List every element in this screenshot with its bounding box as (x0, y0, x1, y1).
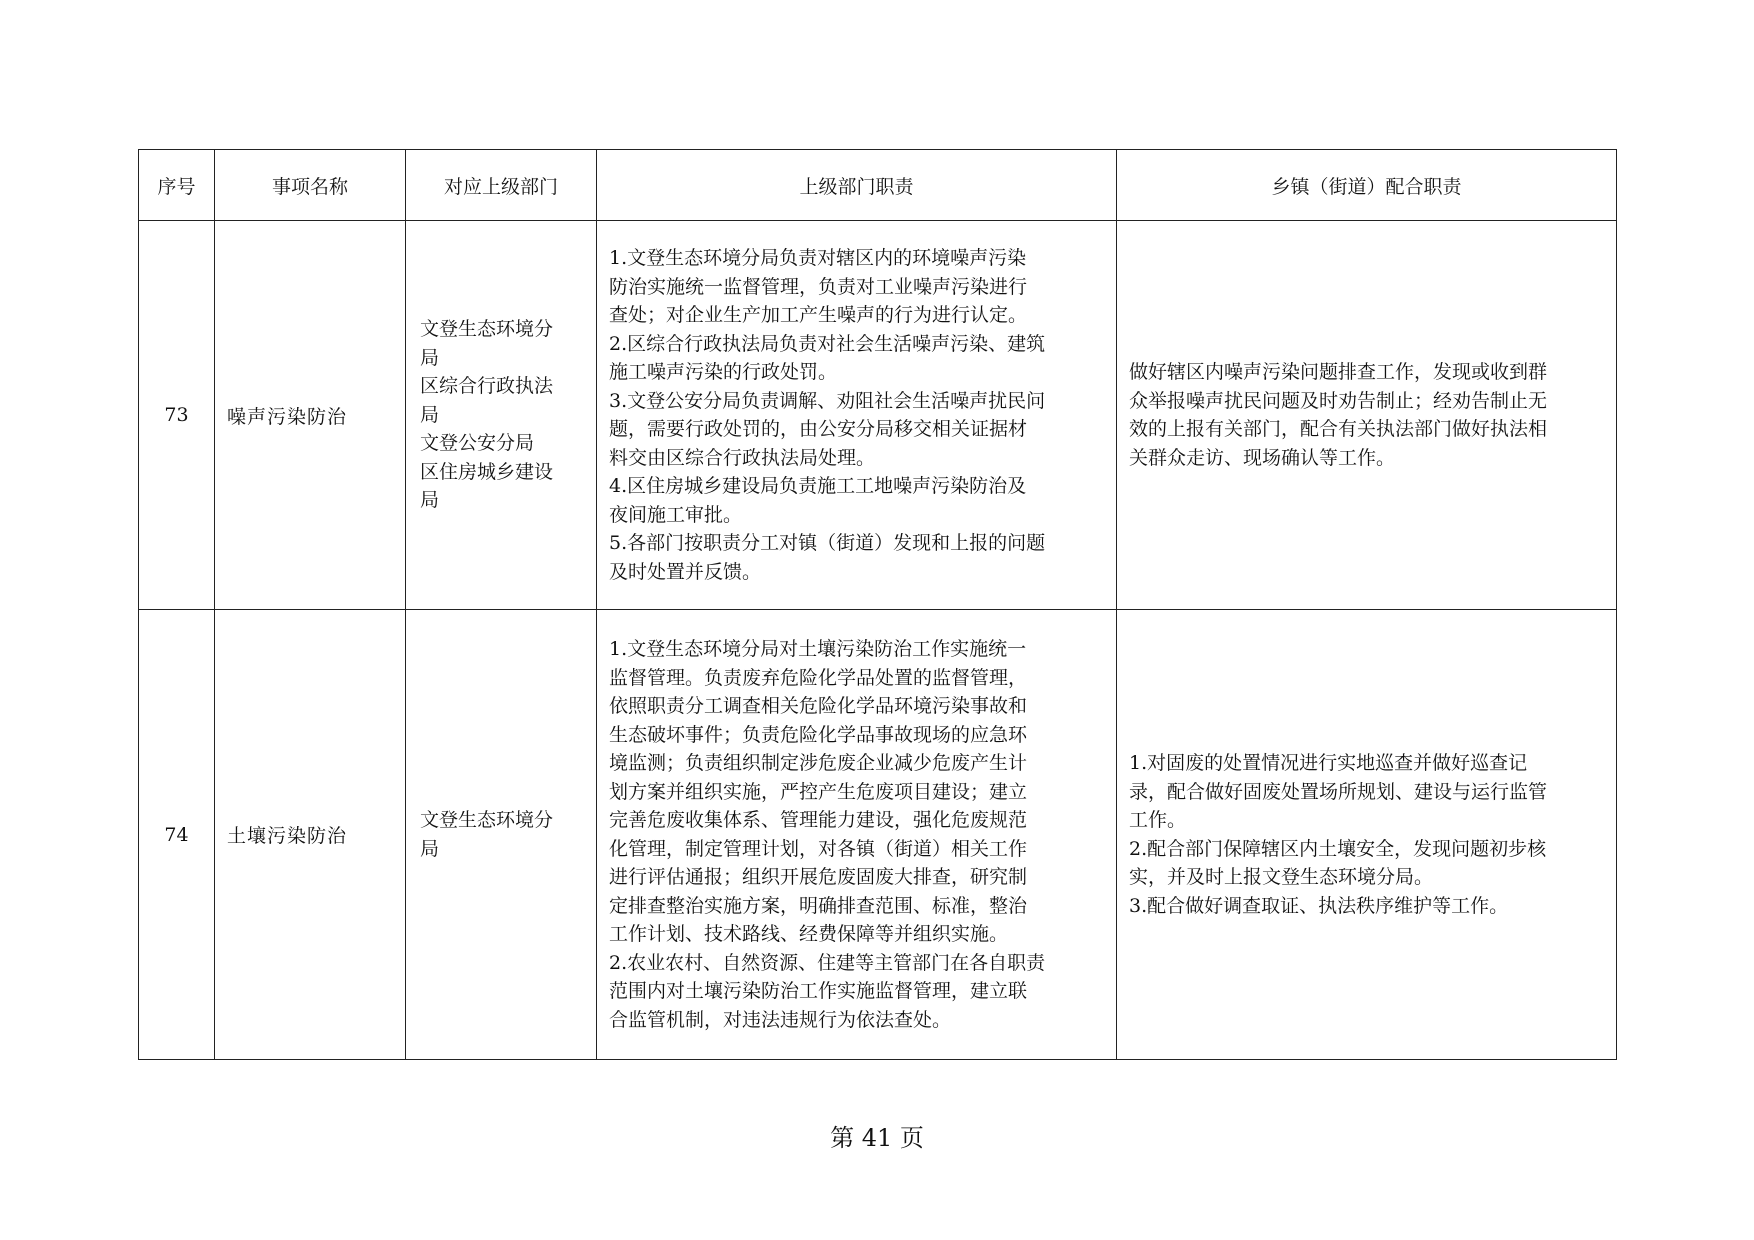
duty-line: 1.文登生态环境分局负责对辖区内的环境噪声污染 (609, 247, 1027, 269)
assist-line: 录，配合做好固废处置场所规划、建设与运行监管 (1129, 780, 1548, 803)
duty-line: 境监测；负责组织制定涉危废企业减少危废产生计 (609, 752, 1028, 774)
row-departments (406, 221, 597, 610)
duty-line: 防治实施统一监督管理，负责对工业噪声污染进行 (609, 275, 1028, 298)
assist-line: 效的上报有关部门，配合有关执法部门做好执法相 (1129, 418, 1548, 440)
duty-line: 查处；对企业生产加工产生噪声的行为进行认定。 (609, 304, 1028, 326)
header-superior-duties: 上级部门职责 (597, 150, 1117, 221)
duty-line: 题，需要行政处罚的，由公安分局移交相关证据材 (609, 418, 1028, 440)
duty-line: 2.农业农村、自然资源、住建等主管部门在各自职责 (609, 951, 1046, 974)
department-line: 文登生态环境分 (420, 809, 554, 831)
assist-line: 2.配合部门保障辖区内土壤安全，发现问题初步核 (1129, 837, 1547, 860)
duty-line: 5.各部门按职责分工对镇（街道）发现和上报的问题 (609, 532, 1046, 554)
row-town-assist-duties (1117, 610, 1617, 1060)
department-line: 文登公安分局 (420, 432, 535, 455)
duty-line: 监督管理。负责废弃危险化学品处置的监督管理， (609, 666, 1028, 689)
department-line: 局 (420, 489, 440, 512)
duty-line: 依照职责分工调查相关危险化学品环境污染事故和 (609, 695, 1028, 717)
duty-line: 1.文登生态环境分局对土壤污染防治工作实施统一 (609, 638, 1027, 660)
duty-line: 完善危废收集体系、管理能力建设，强化危废规范 (609, 809, 1028, 831)
duty-line: 4.区住房城乡建设局负责施工工地噪声污染防治及 (609, 475, 1027, 497)
row-town-assist-duties (1117, 221, 1617, 610)
duty-line: 定排查整治实施方案，明确排查范围、标准，整治 (609, 894, 1028, 917)
header-town-assist-duties: 乡镇（街道）配合职责 (1117, 150, 1617, 221)
department-line: 局 (420, 346, 440, 369)
duty-line: 合监管机制，对违法违规行为依法查处。 (609, 1008, 952, 1031)
row-item-name: 噪声污染防治 (215, 221, 406, 610)
assist-line: 工作。 (1129, 809, 1187, 831)
assist-line: 3.配合做好调查取证、执法秩序维护等工作。 (1129, 894, 1509, 917)
row-superior-duties (597, 610, 1117, 1060)
row-index: 73 (139, 221, 215, 610)
duty-line: 生态破坏事件；负责危险化学品事故现场的应急环 (609, 723, 1028, 746)
duty-table (138, 149, 1617, 1060)
duty-line: 划方案并组织实施，严控产生危废项目建设；建立 (609, 780, 1028, 803)
duty-line: 范围内对土壤污染防治工作实施监督管理，建立联 (609, 980, 1028, 1002)
table-row (139, 221, 1617, 610)
duty-line: 化管理，制定管理计划，对各镇（街道）相关工作 (609, 837, 1028, 860)
duty-line: 料交由区综合行政执法局处理。 (609, 446, 876, 469)
department-line: 文登生态环境分 (420, 318, 554, 341)
assist-line: 实，并及时上报文登生态环境分局。 (1129, 866, 1434, 888)
header-index: 序号 (139, 150, 215, 221)
table-header-row (139, 150, 1617, 221)
duty-line: 进行评估通报；组织开展危废固废大排查，研究制 (609, 866, 1028, 888)
duty-line: 及时处置并反馈。 (609, 560, 762, 583)
header-item-name: 事项名称 (215, 150, 406, 221)
department-line: 区综合行政执法 (420, 375, 554, 398)
duty-line: 施工噪声污染的行政处罚。 (609, 361, 838, 383)
page-number: 第 41 页 (830, 1124, 924, 1152)
assist-line: 众举报噪声扰民问题及时劝告制止；经劝告制止无 (1129, 389, 1548, 412)
row-item-name: 土壤污染防治 (215, 610, 406, 1060)
department-line: 局 (420, 837, 440, 860)
header-superior-department: 对应上级部门 (406, 150, 597, 221)
row-index: 74 (139, 610, 215, 1060)
department-line: 局 (420, 403, 440, 426)
table-row (139, 610, 1617, 1060)
duty-line: 2.区综合行政执法局负责对社会生活噪声污染、建筑 (609, 332, 1046, 355)
row-superior-duties (597, 221, 1117, 610)
assist-line: 1.对固废的处置情况进行实地巡查并做好巡查记 (1129, 752, 1528, 774)
duty-line: 3.文登公安分局负责调解、劝阻社会生活噪声扰民问 (609, 389, 1046, 412)
assist-line: 做好辖区内噪声污染问题排查工作，发现或收到群 (1129, 361, 1548, 383)
duty-line: 工作计划、技术路线、经费保障等并组织实施。 (609, 923, 1009, 945)
assist-line: 关群众走访、现场确认等工作。 (1129, 446, 1396, 469)
duty-line: 夜间施工审批。 (609, 503, 743, 526)
row-departments (406, 610, 597, 1060)
department-line: 区住房城乡建设 (420, 460, 554, 483)
